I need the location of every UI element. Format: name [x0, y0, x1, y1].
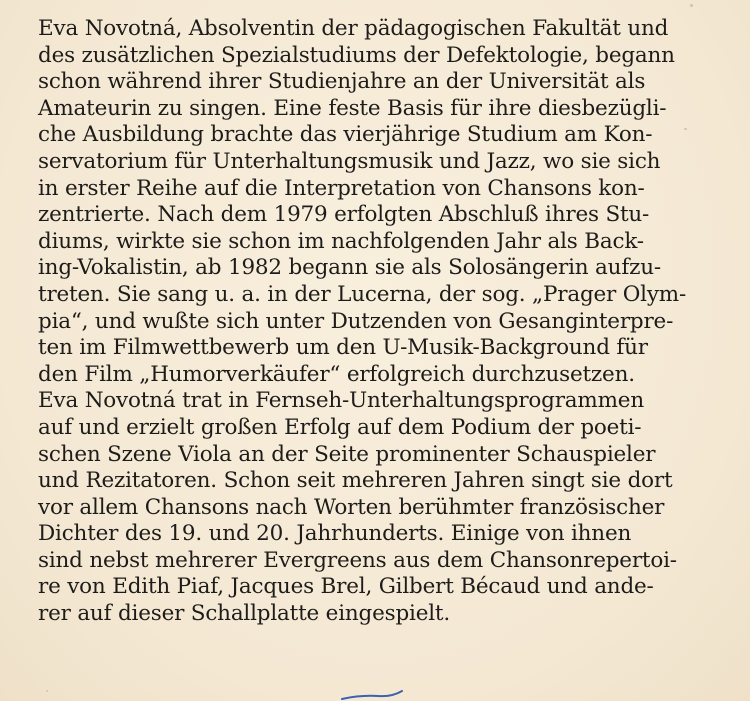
- text-line: schon während ihrer Studienjahre an der Universität als: [38, 69, 646, 95]
- text-line: schen Szene Viola an der Seite prominenter Schauspieler: [38, 441, 656, 467]
- paper-speck: [684, 128, 687, 130]
- text-line: Amateurin zu singen. Eine feste Basis für ihre diesbezügli-: [38, 95, 667, 121]
- text-line: in erster Reihe auf die Interpretation von Chansons kon-: [38, 175, 645, 201]
- text-line: sind nebst mehrerer Evergreens aus dem Chansonrepertoi-: [38, 547, 677, 573]
- text-line: auf und erzielt großen Erfolg auf dem Podium der poeti-: [38, 414, 642, 440]
- text-line: re von Edith Piaf, Jacques Brel, Gilbert Bécaud und ande-: [38, 574, 654, 600]
- text-line: Dichter des 19. und 20. Jahrhunderts. Einige von ihnen: [38, 521, 632, 547]
- text-line: ten im Filmwettbewerb um den U-Musik-Background für: [38, 335, 648, 361]
- paper-speck: [690, 4, 693, 7]
- text-line: rer auf dieser Schallplatte eingespielt.: [38, 601, 450, 627]
- text-line: pia“, und wußte sich unter Dutzenden von Gesanginterpre-: [38, 308, 674, 334]
- text-line: Eva Novotná, Absolventin der pädagogischen Fakultät und: [38, 16, 669, 41]
- text-line: vor allem Chansons nach Worten berühmter französischer: [38, 494, 665, 520]
- text-line: Eva Novotná trat in Fernseh-Unterhaltungsprogrammen: [38, 388, 644, 414]
- text-line: treten. Sie sang u. a. in der Lucerna, der sog. „Prager Olym-: [38, 281, 687, 307]
- text-line: den Film „Humorverkäufer“ erfolgreich durchzusetzen.: [38, 361, 635, 387]
- text-line: diums, wirkte sie schon im nachfolgenden Jahr als Back-: [38, 228, 644, 254]
- blue-ink-mark: [340, 689, 410, 701]
- text-line: und Rezitatoren. Schon seit mehreren Jahren singt sie dort: [38, 468, 673, 494]
- text-line: zentrierte. Nach dem 1979 erfolgten Abschluß ihres Stu-: [38, 202, 650, 228]
- text-line: des zusätzlichen Spezialstudiums der Defektologie, begann: [38, 42, 675, 68]
- biography-text: [38, 16, 738, 628]
- text-line: che Ausbildung brachte das vierjährige Studium am Kon-: [38, 122, 653, 148]
- text-line: servatorium für Unterhaltungsmusik und Jazz, wo sie sich: [38, 148, 661, 174]
- text-line: ing-Vokalistin, ab 1982 begann sie als Solosängerin aufzu-: [38, 255, 661, 281]
- paper-speck: [46, 690, 48, 692]
